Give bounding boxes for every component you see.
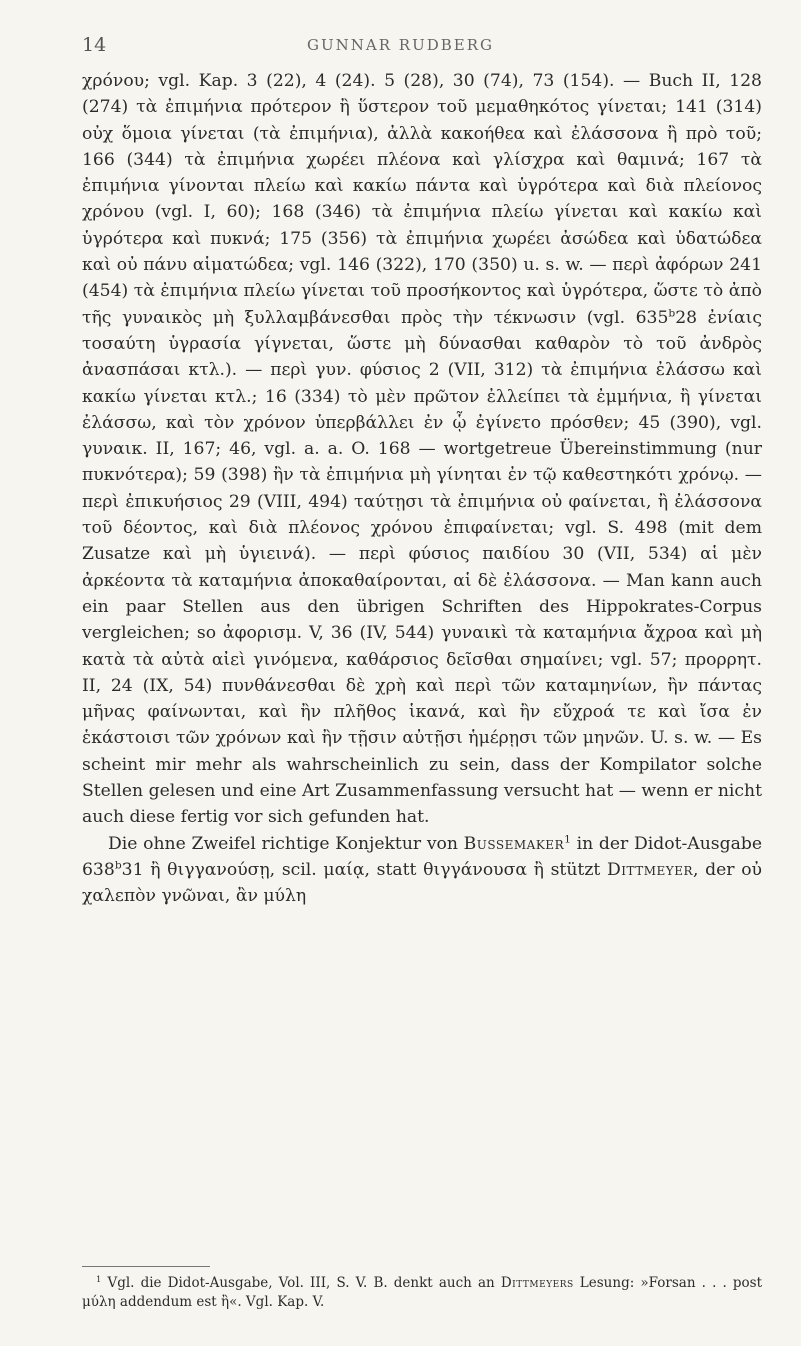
paragraph bbox=[82, 831, 762, 910]
running-head: GUNNAR RUDBERG bbox=[307, 36, 494, 54]
footnote bbox=[82, 1274, 762, 1312]
paragraph bbox=[82, 68, 762, 831]
paragraph-text: , der οὐ χαλεπὸν γνῶναι, ἂν μύλη bbox=[82, 859, 762, 907]
paragraph-text: Die ohne Zweifel richtige Konjektur von bbox=[108, 833, 458, 854]
superscript: b bbox=[114, 858, 122, 872]
footnote-text: Vgl. die Didot-Ausgabe, Vol. III, S. V. B. denkt auch an bbox=[107, 1275, 495, 1291]
page-number: 14 bbox=[82, 34, 107, 56]
paragraph-text: 28 ἐνίαις τοσαύτη ὑγρασία γίγνεται, ὥστε μὴ δύνασθαι καθαρὸν τὸ τοῦ ἀνδρὸς ἀνασπάσαι κτλ.). — περὶ γυν. φύσιος 2 (VII, 312) τὰ ἐπιμήνια ἐλάσσω καὶ κακίω γίνεται κτλ.; 16 (334) τὸ μὲν πρῶτον ἐλλείπει τὰ ἐμμήνια, ἢ γίνεται ἐλάσσω, καὶ τὸν χρόνον ὑπερβάλλει ἐν ᾧ ἐγίνετο πρόσθεν; 45 (390), vgl. γυναικ. II, 167; 46, vgl. a. a. O. 168 — wortgetreue Übereinstimmung (nur πυκνότερα); 59 (398) ἢν τὰ ἐπιμήνια μὴ γίνηται ἐν τῷ καθεστηκότι χρόνῳ. — περὶ ἐπικυήσιος 29 (VIII, 494) ταύτῃσι τὰ ἐπιμήνια οὐ φαίνεται, ἢ ἐλάσσονα τοῦ δέοντος, καὶ διὰ πλέονος χρόνου ἐπιφαίνεται; vgl. S. 498 (mit dem Zusatze καὶ μὴ ὑγιεινά). — περὶ φύσιος παιδίου 30 (VII, 534) αἱ μὲν ἀρκέοντα τὰ καταμήνια ἀποκαθαίρονται, αἱ δὲ ἐλάσσονα. — Man kann auch ein paar Stellen aus den übrigen Schriften des Hippokrates-Corpus vergleichen; so ἀφορισμ. V, 36 (IV, 544) γυναικὶ τὰ καταμήνια ἄχροα καὶ μὴ κατὰ τὰ αὐτὰ αἰεὶ γινόμενα, καθάρσιος δεῖσθαι σημαίνει; vgl. 57; προρρητ. II, 24 (IX, 54) πυνθάνεσθαι δὲ χρὴ καὶ περὶ τῶν καταμηνίων, ἢν πάντας μῆνας φαίνωνται, καὶ ἢν πλῆθος ἱκανά, καὶ ἢν εὔχροά τε καὶ ἴσα ἐν ἑκάστοισι τῶν χρόνων καὶ ἢν τῇσιν αὐτῇσι ἡμέρῃσι τῶν μηνῶν. U. s. w. — Es scheint mir mehr als wahrscheinlich zu sein, dass der Kompilator solche Stellen gelesen und eine Art Zusammenfassung versucht hat — wenn er nicht auch diese fertig vor sich gefunden hat. bbox=[82, 307, 763, 828]
author-name: Dittmeyers bbox=[500, 1275, 574, 1291]
paragraph-text: 31 ἢ θιγγανούσῃ, scil. μαίᾳ, statt θιγγάνουσα ἢ stützt bbox=[121, 859, 601, 880]
footnote-marker: 1 bbox=[96, 1273, 102, 1284]
superscript: b bbox=[668, 305, 676, 319]
footnote-rule bbox=[82, 1266, 210, 1267]
paragraph-text: χρόνου; vgl. Kap. 3 (22), 4 (24). 5 (28), 30 (74), 73 (154). — Buch II, 128 (274) τὰ ἐπιμήνια πρότερον ἢ ὕστερον τοῦ μεμαθηκότος γίνεται; 141 (314) οὐχ ὅμοια γίνεται (τὰ ἐπιμήνια), ἀλλὰ κακοήθεα καὶ ἐλάσσονα ἢ πρὸ τοῦ; 166 (344) τὰ ἐπιμήνια χωρέει πλέονα καὶ γλίσχρα καὶ θαμινά; 167 τὰ ἐπιμήνια γίνονται πλείω καὶ κακίω πάντα καὶ ὑγρότερα καὶ διὰ πλείονος χρόνου (vgl. I, 60); 168 (346) τὰ ἐπιμήνια πλείω γίνεται καὶ κακίω καὶ ὑγρότερα καὶ πυκνά; 175 (356) τὰ ἐπιμήνια χωρέει ἀσώδεα καὶ ὑδατώδεα καὶ οὐ πάνυ αἱματώδεα; vgl. 146 (322), 170 (350) u. s. w. — περὶ ἀφόρων 241 (454) τὰ ἐπιμήνια πλείω γίνεται τοῦ προσήκοντος καὶ ὑγρότερα, ὥστε τὸ ἀπὸ τῆς γυναικὸς μὴ ξυλλαμβάνεσθαι πρὸς τὴν τέκνωσιν (vgl. 635 bbox=[82, 71, 762, 328]
footnote-ref: 1 bbox=[564, 831, 571, 845]
author-name: Bussemaker bbox=[463, 833, 565, 854]
page-header bbox=[0, 34, 801, 58]
body-text bbox=[82, 68, 762, 910]
paragraph-text: in der Didot-Ausgabe 638 bbox=[82, 833, 763, 880]
author-name: Dittmeyer bbox=[606, 859, 693, 880]
footnote-text: Lesung: »Forsan . . . post μύλη addendum est ἢ«. Vgl. Kap. V. bbox=[82, 1275, 763, 1310]
